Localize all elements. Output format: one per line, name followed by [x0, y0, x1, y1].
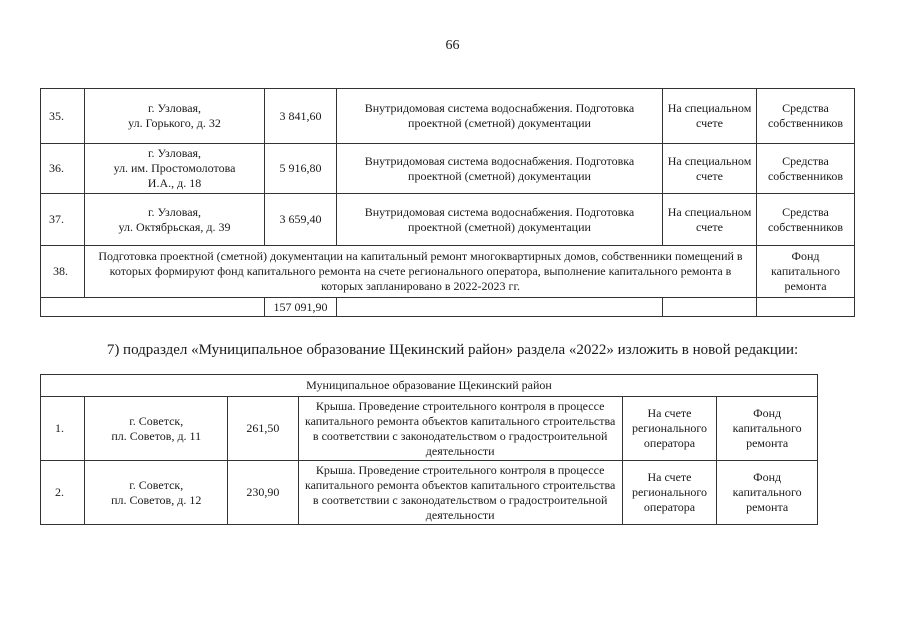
address-line: г. Советск,	[129, 413, 184, 428]
cost-cell: 3 841,60	[265, 89, 337, 144]
address-cell	[85, 461, 228, 525]
address-line: И.А., д. 18	[147, 176, 202, 190]
address-line: г. Узловая,	[147, 204, 202, 219]
summary-description-cell: Подготовка проектной (сметной) документации на капитальный ремонт многоквартирных домов, собственники помещений в которых формируют фонд капитального ремонта на счете регионального оператора, выполнение капитального ремонта в которых запланировано в 2022-2023 гг.	[85, 246, 757, 298]
amendment-statement: 7) подраздел «Муниципальное образование Щекинский район» раздела «2022» изложить в новой редакции:	[106, 342, 799, 358]
work-description-cell: Внутридомовая система водоснабжения. Подготовка проектной (сметной) документации	[337, 144, 663, 194]
account-cell: На специальном счете	[663, 89, 757, 144]
row-number: 38.	[41, 246, 85, 298]
section-title: Муниципальное образование Щекинский район	[41, 375, 818, 397]
address-line: г. Советск,	[129, 477, 184, 492]
page-number: 66	[445, 38, 460, 53]
total-row	[41, 298, 855, 317]
funding-source-cell: Средства собственников	[757, 89, 855, 144]
cost-cell: 230,90	[228, 461, 298, 525]
table-row	[41, 397, 818, 461]
funding-source-cell: Средства собственников	[757, 144, 855, 194]
work-description-cell: Внутридомовая система водоснабжения. Подготовка проектной (сметной) документации	[337, 194, 663, 246]
table-row	[41, 144, 855, 194]
address-cell	[85, 89, 265, 144]
work-description-cell: Крыша. Проведение строительного контроля в процессе капитального ремонта объектов капитального строительства в соответствии с законодательством о градостроительной деятельности	[298, 461, 622, 525]
empty-cell	[337, 298, 663, 317]
cost-cell: 5 916,80	[265, 144, 337, 194]
empty-cell	[663, 298, 757, 317]
address-cell	[85, 397, 228, 461]
cost-cell: 3 659,40	[265, 194, 337, 246]
empty-cell	[41, 298, 265, 317]
table-row	[41, 461, 818, 525]
repair-table-uzlovaya	[40, 88, 855, 317]
account-cell: На счете регионального оператора	[622, 397, 717, 461]
row-number: 2.	[41, 461, 85, 525]
total-cost-cell: 157 091,90	[265, 298, 337, 317]
address-line: пл. Советов, д. 12	[111, 492, 202, 507]
address-line: г. Узловая,	[147, 146, 202, 160]
address-line: ул. Горького, д. 32	[128, 116, 221, 130]
work-description-cell: Внутридомовая система водоснабжения. Подготовка проектной (сметной) документации	[337, 89, 663, 144]
row-number: 35.	[41, 89, 85, 144]
address-line: г. Узловая,	[147, 101, 202, 115]
cost-cell: 261,50	[228, 397, 298, 461]
account-cell: На специальном счете	[663, 194, 757, 246]
empty-cell	[757, 298, 855, 317]
account-cell: На специальном счете	[663, 144, 757, 194]
funding-source-cell: Фонд капитального ремонта	[757, 246, 855, 298]
table-row	[41, 246, 855, 298]
address-line: ул. Октябрьская, д. 39	[118, 219, 231, 234]
funding-source-cell: Фонд капитального ремонта	[717, 461, 818, 525]
funding-source-cell: Фонд капитального ремонта	[717, 397, 818, 461]
funding-source-cell: Средства собственников	[757, 194, 855, 246]
work-description-cell: Крыша. Проведение строительного контроля в процессе капитального ремонта объектов капитального строительства в соответствии с законодательством о градостроительной деятельности	[298, 397, 622, 461]
row-number: 37.	[41, 194, 85, 246]
table-row	[41, 89, 855, 144]
address-cell	[85, 144, 265, 194]
table-row	[41, 194, 855, 246]
row-number: 36.	[41, 144, 85, 194]
account-cell: На счете регионального оператора	[622, 461, 717, 525]
repair-table-shchekino	[40, 374, 818, 525]
section-title-row	[41, 375, 818, 397]
row-number: 1.	[41, 397, 85, 461]
address-line: ул. им. Простомолотова	[113, 161, 236, 175]
address-line: пл. Советов, д. 11	[111, 428, 202, 443]
address-cell	[85, 194, 265, 246]
